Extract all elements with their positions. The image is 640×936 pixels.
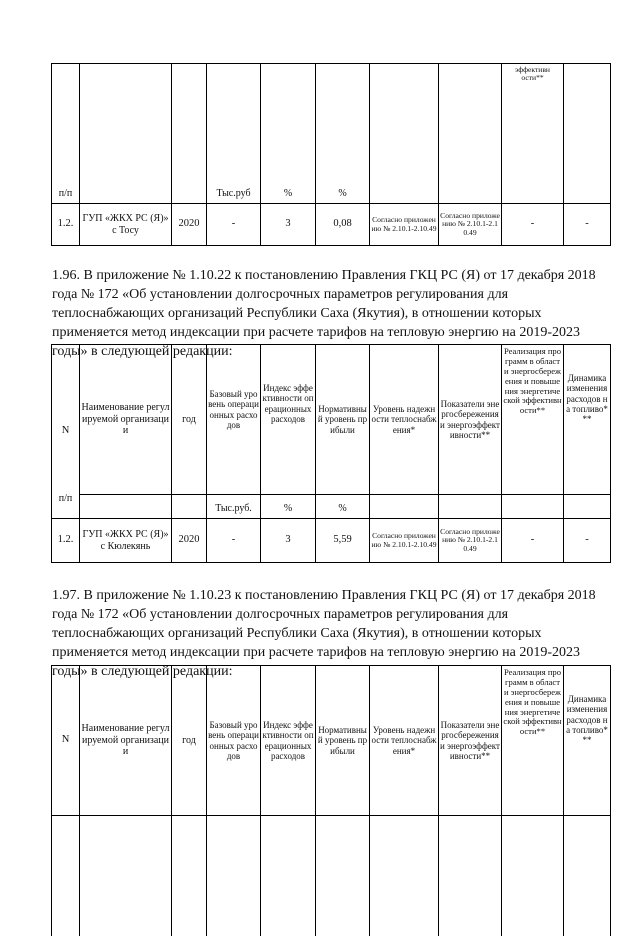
t1-unit-norm: % bbox=[316, 64, 370, 204]
table-3-continuation bbox=[52, 816, 611, 936]
t3-cont-dynamics bbox=[564, 816, 611, 936]
t2-head-n-label: N bbox=[61, 424, 70, 436]
t2-head-energy: Показатели энергосбережения и энергоэффективности** bbox=[439, 345, 502, 495]
t2-unit-year bbox=[172, 495, 207, 519]
table-2-data-row bbox=[52, 519, 611, 563]
t2-head-dynamics: Динамика изменения расходов на топливо*** bbox=[564, 345, 611, 495]
table-2-units-row bbox=[52, 495, 611, 519]
t2-unit-n: п/п bbox=[58, 493, 73, 504]
t3-head-norm: Нормативный уровень прибыли bbox=[316, 666, 370, 816]
para2-line-3: теплоснабжающих организаций Республики Саха (Якутия), в отношении которых bbox=[52, 626, 542, 641]
t3-cont-org bbox=[80, 816, 172, 936]
t2-head-norm: Нормативный уровень прибыли bbox=[316, 345, 370, 495]
t2-unit-index: % bbox=[261, 495, 316, 519]
t1-row-reliability: Согласно приложению № 2.10.1-2.10.49 bbox=[370, 204, 439, 246]
t3-head-energy: Показатели энергосбережения и энергоэффективности** bbox=[439, 666, 502, 816]
t1-fragment-line-1: эффективн bbox=[514, 65, 550, 74]
t2-unit-norm: % bbox=[316, 495, 370, 519]
t3-cont-index bbox=[261, 816, 316, 936]
t1-row-norm: 0,08 bbox=[316, 204, 370, 246]
t2-row-org: ГУП «ЖКХ РС (Я)» с Кюлекянь bbox=[80, 519, 172, 563]
para2-line-2: года № 172 «Об установлении долгосрочных параметров регулирования для bbox=[52, 607, 509, 622]
t1-program-header-fragment bbox=[502, 64, 564, 204]
t3-cont-reliability bbox=[370, 816, 439, 936]
t1-unit-index: % bbox=[261, 64, 316, 204]
table-1 bbox=[51, 63, 611, 246]
t3-head-reliability: Уровень надежности теплоснабжения* bbox=[370, 666, 439, 816]
t1-row-energy: Согласно приложению № 2.10.1-2.10.49 bbox=[439, 204, 502, 246]
t3-cont-n bbox=[52, 816, 80, 936]
t2-row-program: - bbox=[502, 519, 564, 563]
para1-line-5: годы» в следующей редакции: bbox=[52, 344, 233, 359]
t2-unit-dynamics bbox=[564, 495, 611, 519]
table-1-data-row bbox=[52, 204, 611, 246]
t2-head-index: Индекс эффективности операционных расходов bbox=[261, 345, 316, 495]
t2-row-dynamics: - bbox=[564, 519, 611, 563]
t3-cont-year bbox=[172, 816, 207, 936]
para1-line-2: года № 172 «Об установлении долгосрочных параметров регулирования для bbox=[52, 287, 509, 302]
t1-unit-reliability bbox=[370, 64, 439, 204]
t3-cont-norm bbox=[316, 816, 370, 936]
table-1-units-row bbox=[52, 64, 611, 204]
t1-row-dynamics: - bbox=[564, 204, 611, 246]
t2-head-program: Реализация программ в области энергосбережения и повышения энергетической эффективности** bbox=[502, 345, 564, 495]
t3-head-base: Базовый уровень операционных расходов bbox=[207, 666, 261, 816]
t1-unit-energy bbox=[439, 64, 502, 204]
para2-line-1: 1.97. В приложение № 1.10.23 к постановлению Правления ГКЦ РС (Я) от 17 декабря 2018 bbox=[52, 588, 596, 603]
t2-row-energy: Согласно приложению № 2.10.1-2.10.49 bbox=[439, 519, 502, 563]
t2-row-reliability: Согласно приложению № 2.10.1-2.10.49 bbox=[370, 519, 439, 563]
t2-unit-program bbox=[502, 495, 564, 519]
t2-row-norm: 5,59 bbox=[316, 519, 370, 563]
t2-unit-base: Тыс.руб. bbox=[207, 495, 261, 519]
t3-head-dynamics: Динамика изменения расходов на топливо*** bbox=[564, 666, 611, 816]
t1-row-index: 3 bbox=[261, 204, 316, 246]
t3-cont-energy bbox=[439, 816, 502, 936]
t1-row-program: - bbox=[502, 204, 564, 246]
t1-fragment-line-2: ости** bbox=[521, 73, 544, 83]
t1-unit-base: Тыс.руб bbox=[207, 64, 261, 204]
t1-row-year: 2020 bbox=[172, 204, 207, 246]
t3-cont-base bbox=[207, 816, 261, 936]
t3-head-program: Реализация программ в области энергосбережения и повышения энергетической эффективности** bbox=[502, 666, 564, 816]
t3-head-year: год bbox=[172, 666, 207, 816]
t1-unit-year bbox=[172, 64, 207, 204]
table-2 bbox=[51, 344, 611, 563]
t2-unit-org bbox=[80, 495, 172, 519]
table-2-header-row bbox=[52, 345, 611, 495]
t2-unit-energy bbox=[439, 495, 502, 519]
para2-line-4: применяется метод индексации при расчете тарифов на тепловую энергию на 2019-2023 bbox=[52, 645, 581, 660]
t2-head-n bbox=[52, 345, 80, 519]
para1-line-4: применяется метод индексации при расчете тарифов на тепловую энергию на 2019-2023 bbox=[52, 325, 581, 340]
t2-head-reliability: Уровень надежности теплоснабжения* bbox=[370, 345, 439, 495]
t2-row-base: - bbox=[207, 519, 261, 563]
t1-row-base: - bbox=[207, 204, 261, 246]
t1-row-n: 1.2. bbox=[52, 204, 80, 246]
t2-row-year: 2020 bbox=[172, 519, 207, 563]
para1-line-3: теплоснабжающих организаций Республики Саха (Якутия), в отношении которых bbox=[52, 306, 542, 321]
t2-row-n: 1.2. bbox=[52, 519, 80, 563]
t1-unit-org bbox=[80, 64, 172, 204]
t1-unit-n: п/п bbox=[52, 64, 80, 204]
t2-unit-reliability bbox=[370, 495, 439, 519]
t1-unit-dynamics bbox=[564, 64, 611, 204]
t3-head-index: Индекс эффективности операционных расходов bbox=[261, 666, 316, 816]
t3-head-org: Наименование регулируемой организации bbox=[80, 666, 172, 816]
table-3 bbox=[51, 665, 611, 936]
t3-cont-program bbox=[502, 816, 564, 936]
t2-row-index: 3 bbox=[261, 519, 316, 563]
t3-head-n: N bbox=[52, 666, 80, 816]
t2-head-org: Наименование регулируемой организации bbox=[80, 345, 172, 495]
para2-line-5: годы» в следующей редакции: bbox=[52, 664, 233, 679]
table-3-header-row bbox=[52, 666, 611, 816]
t1-row-org: ГУП «ЖКХ РС (Я)» с Тосу bbox=[80, 204, 172, 246]
para1-line-1: 1.96. В приложение № 1.10.22 к постановлению Правления ГКЦ РС (Я) от 17 декабря 2018 bbox=[52, 268, 596, 283]
t2-head-year: год bbox=[172, 345, 207, 495]
t2-head-base: Базовый уровень операционных расходов bbox=[207, 345, 261, 495]
